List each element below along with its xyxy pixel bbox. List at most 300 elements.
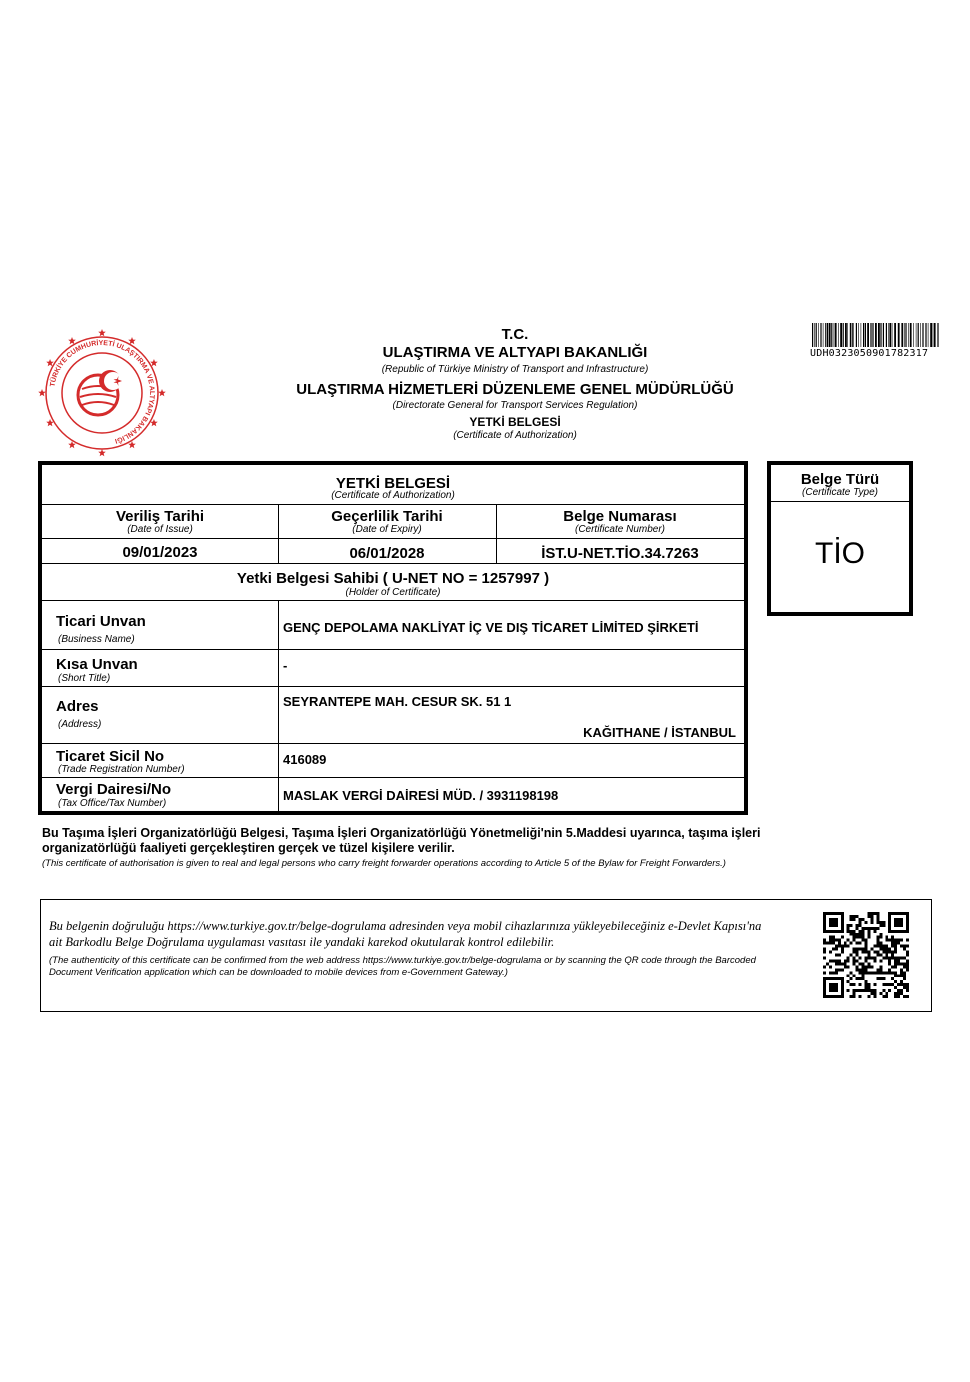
qr-module — [856, 989, 859, 992]
qr-module — [903, 948, 906, 951]
qr-module — [873, 945, 876, 948]
qr-module — [829, 942, 832, 945]
qr-module — [867, 965, 870, 968]
qr-module — [900, 962, 903, 965]
qr-module — [847, 924, 850, 927]
barcode-bar — [850, 323, 851, 347]
barcode-bar — [823, 323, 824, 347]
qr-module — [879, 971, 882, 974]
qr-module — [847, 965, 850, 968]
qr-module — [867, 986, 870, 989]
qr-module — [865, 956, 868, 959]
qr-module — [847, 927, 850, 930]
qr-module — [885, 971, 888, 974]
qr-module — [850, 930, 853, 933]
qr-module — [832, 942, 835, 945]
qr-module — [850, 954, 853, 957]
qr-module — [823, 971, 826, 974]
qr-module — [853, 959, 856, 962]
qr-module — [885, 945, 888, 948]
qr-module — [865, 959, 868, 962]
qr-module — [853, 939, 856, 942]
qr-module — [870, 948, 873, 951]
barcode-bar — [863, 323, 864, 347]
qr-module — [838, 959, 841, 962]
qr-module — [882, 948, 885, 951]
qr-module — [862, 968, 865, 971]
qr-module — [853, 962, 856, 965]
qr-module — [856, 948, 859, 951]
qr-module — [876, 968, 879, 971]
qr-module — [862, 927, 865, 930]
qr-module — [888, 951, 891, 954]
qr-module — [844, 942, 847, 945]
qr-module — [876, 915, 879, 918]
qr-module — [885, 954, 888, 957]
qr-module — [873, 971, 876, 974]
holder-label: Yetki Belgesi Sahibi ( U-NET NO = 1257997 ) — [236, 570, 550, 587]
qr-module — [888, 939, 891, 942]
qr-module — [882, 956, 885, 959]
tax-office-value: MASLAK VERGİ DAİRESİ MÜD. / 3931198198 — [283, 788, 559, 803]
seal-star-icon — [68, 337, 76, 344]
qr-module — [867, 936, 870, 939]
qr-module — [847, 959, 850, 962]
qr-module — [906, 995, 909, 998]
qr-module — [906, 954, 909, 957]
qr-module — [894, 942, 897, 945]
barcode-bar — [934, 323, 936, 347]
barcode-bar — [816, 323, 817, 347]
barcode-bar — [910, 323, 912, 347]
barcode-bar — [831, 323, 832, 347]
qr-module — [862, 962, 865, 965]
barcode-bar — [812, 323, 813, 347]
qr-module — [876, 951, 879, 954]
qr-module — [859, 933, 862, 936]
qr-module — [832, 936, 835, 939]
qr-module — [865, 939, 868, 942]
qr-module — [876, 942, 879, 945]
qr-module — [876, 918, 879, 921]
qr-module — [879, 959, 882, 962]
qr-module — [891, 954, 894, 957]
qr-module — [838, 968, 841, 971]
barcode-bar — [922, 323, 923, 347]
qr-module — [856, 936, 859, 939]
qr-module — [903, 983, 906, 986]
qr-module — [897, 959, 900, 962]
barcode-bar — [852, 323, 853, 347]
qr-module — [856, 942, 859, 945]
qr-module — [841, 945, 844, 948]
qr-module — [906, 945, 909, 948]
issue-date-value: 09/01/2023 — [122, 544, 198, 561]
qr-module — [879, 948, 882, 951]
qr-module — [873, 989, 876, 992]
qr-module — [853, 995, 856, 998]
barcode-bar — [892, 323, 893, 347]
qr-module — [900, 971, 903, 974]
qr-module — [847, 989, 850, 992]
barcode-bar — [930, 323, 932, 347]
qr-module — [832, 959, 835, 962]
barcode-bar — [875, 323, 877, 347]
barcode-bar — [845, 323, 847, 347]
directorate-name: ULAŞTIRMA HİZMETLERİ DÜZENLEME GENEL MÜDÜRLÜĞÜ — [296, 381, 734, 398]
qr-module — [835, 948, 838, 951]
qr-module — [882, 951, 885, 954]
barcode-bar — [814, 323, 815, 347]
qr-module — [891, 977, 894, 980]
qr-module — [894, 974, 897, 977]
qr-module — [906, 989, 909, 992]
barcode-bar — [918, 323, 919, 347]
short-title-value: - — [283, 658, 288, 673]
barcode-bar — [937, 323, 938, 347]
qr-module — [894, 959, 897, 962]
qr-module — [888, 971, 891, 974]
qr-module — [853, 989, 856, 992]
qr-module — [897, 974, 900, 977]
barcode-bar — [871, 323, 872, 347]
qr-module — [829, 959, 832, 962]
qr-module — [841, 936, 844, 939]
qr-module — [862, 936, 865, 939]
qr-module — [865, 942, 868, 945]
legal-statement: Bu Taşıma İşleri Organizatörlüğü Belgesi, Taşıma İşleri Organizatörlüğü Yönetmeliği'nin 5.Maddesi uyarınca, taşıma işleri organizatörlüğü faaliyeti gerçekleştiren gerçek ve tüzel kişilere verilir. — [42, 826, 761, 855]
qr-module — [826, 942, 829, 945]
qr-module — [862, 951, 865, 954]
certificate-type-box — [767, 461, 913, 616]
qr-module — [900, 992, 903, 995]
qr-module — [865, 968, 868, 971]
barcode-bar — [865, 323, 866, 347]
table-title: YETKİ BELGESİ — [335, 475, 451, 492]
qr-module — [838, 942, 841, 945]
qr-module — [853, 930, 856, 933]
qr-module — [882, 971, 885, 974]
qr-module — [835, 971, 838, 974]
qr-module — [894, 980, 897, 983]
barcode-bar — [825, 323, 826, 347]
qr-finder — [894, 918, 903, 927]
seal-star-icon — [38, 389, 46, 396]
qr-module — [900, 980, 903, 983]
qr-module — [823, 948, 826, 951]
qr-module — [862, 918, 865, 921]
qr-module — [897, 939, 900, 942]
qr-module — [900, 989, 903, 992]
certificate-type-value: TİO — [815, 537, 865, 570]
qr-module — [862, 971, 865, 974]
qr-module — [876, 927, 879, 930]
qr-module — [853, 983, 856, 986]
barcode-bar — [834, 323, 835, 347]
qr-module — [882, 945, 885, 948]
qr-module — [853, 915, 856, 918]
qr-module — [891, 939, 894, 942]
trade-registration-label: Ticaret Sicil No — [56, 748, 165, 765]
barcode-bar — [880, 323, 881, 347]
qr-module — [862, 989, 865, 992]
qr-module — [894, 992, 897, 995]
qr-module — [867, 951, 870, 954]
qr-module — [897, 989, 900, 992]
qr-module — [876, 971, 879, 974]
short-title-label: Kısa Unvan — [56, 656, 138, 673]
barcode-bar — [894, 323, 896, 347]
qr-module — [900, 974, 903, 977]
barcode-bar — [878, 323, 880, 347]
directorate-name-en: (Directorate General for Transport Services Regulation) — [392, 400, 638, 411]
qr-module — [870, 989, 873, 992]
qr-module — [879, 965, 882, 968]
qr-module — [859, 942, 862, 945]
short-title-label-en: (Short Title) — [58, 673, 111, 684]
qr-finder — [829, 983, 838, 992]
qr-module — [862, 974, 865, 977]
qr-module — [885, 939, 888, 942]
qr-module — [870, 915, 873, 918]
qr-module — [859, 921, 862, 924]
qr-module — [850, 983, 853, 986]
barcode-bar — [861, 323, 862, 347]
verification-text-en: (The authenticity of this certificate can be confirmed from the web address https://www.turkiye.gov.tr/belge-dogrulama or by scanning the QR code through the Barcoded Document Verification application which can be downloaded to mobile devices from e-Government Gateway.) — [49, 955, 756, 978]
qr-module — [850, 995, 853, 998]
qr-module — [897, 995, 900, 998]
business-name-value: GENÇ DEPOLAMA NAKLİYAT İÇ VE DIŞ TİCARET LİMİTED ŞİRKETİ — [283, 620, 699, 635]
legal-statement-en: (This certificate of authorisation is given to real and legal persons who carry freight forwarder operations according to Article 5 of the Bylaw for Freight Forwarders.) — [42, 858, 726, 869]
qr-module — [873, 956, 876, 959]
barcode-bar — [840, 323, 842, 347]
qr-module — [888, 989, 891, 992]
trade-registration-label-en: (Trade Registration Number) — [58, 764, 185, 775]
qr-module — [879, 968, 882, 971]
barcode-bar — [913, 323, 914, 347]
qr-module — [867, 995, 870, 998]
ministry-name: ULAŞTIRMA VE ALTYAPI BAKANLIĞI — [382, 344, 648, 361]
qr-module — [859, 977, 862, 980]
qr-module — [888, 959, 891, 962]
qr-module — [870, 927, 873, 930]
qr-module — [867, 912, 870, 915]
qr-module — [882, 989, 885, 992]
barcode-number: UDH0323050901782317 — [810, 348, 929, 359]
ministry-seal-logo — [38, 329, 166, 457]
qr-module — [853, 992, 856, 995]
tax-office-label-en: (Tax Office/Tax Number) — [58, 798, 167, 809]
qr-module — [853, 933, 856, 936]
qr-module — [867, 954, 870, 957]
qr-module — [906, 959, 909, 962]
barcode-bar — [933, 323, 934, 347]
qr-module — [844, 945, 847, 948]
qr-module — [865, 986, 868, 989]
qr-module — [879, 942, 882, 945]
qr-module — [859, 995, 862, 998]
qr-module — [897, 992, 900, 995]
barcode-bar — [843, 323, 844, 347]
qr-module — [885, 948, 888, 951]
verification-text: Bu belgenin doğruluğu https://www.turkiye.gov.tr/belge-dogrulama adresinden veya mobil cihazlarınıza yükleyebileceğiniz e-Devlet Kapısı'na ait Barkodlu Belge Doğrulama uygulaması vasıtası ile yandaki karekod okutularak kontrol edilebilir. — [49, 919, 762, 949]
qr-module — [856, 915, 859, 918]
qr-module — [879, 977, 882, 980]
qr-module — [891, 965, 894, 968]
qr-module — [862, 948, 865, 951]
cert-number-value: İST.U-NET.TİO.34.7263 — [541, 545, 699, 562]
qr-module — [873, 927, 876, 930]
qr-module — [873, 959, 876, 962]
qr-module — [897, 962, 900, 965]
qr-module — [873, 995, 876, 998]
qr-module — [876, 977, 879, 980]
qr-module — [862, 977, 865, 980]
qr-module — [876, 945, 879, 948]
qr-module — [891, 956, 894, 959]
qr-module — [865, 980, 868, 983]
qr-module — [829, 936, 832, 939]
qr-module — [832, 948, 835, 951]
qr-module — [865, 927, 868, 930]
qr-module — [844, 965, 847, 968]
qr-module — [894, 945, 897, 948]
qr-module — [856, 959, 859, 962]
qr-module — [891, 983, 894, 986]
qr-module — [823, 965, 826, 968]
qr-module — [903, 971, 906, 974]
qr-module — [865, 948, 868, 951]
qr-module — [856, 968, 859, 971]
qr-module — [876, 954, 879, 957]
qr-module — [903, 986, 906, 989]
barcode-bar — [906, 323, 907, 347]
qr-module — [876, 939, 879, 942]
qr-module — [853, 951, 856, 954]
qr-module — [853, 948, 856, 951]
qr-module — [906, 951, 909, 954]
barcode-bar — [908, 323, 909, 347]
qr-module — [859, 989, 862, 992]
qr-module — [894, 986, 897, 989]
qr-module — [856, 954, 859, 957]
qr-module — [885, 995, 888, 998]
qr-module — [859, 936, 862, 939]
qr-module — [856, 927, 859, 930]
barcode-bar — [916, 323, 917, 347]
qr-module — [870, 971, 873, 974]
qr-module — [867, 983, 870, 986]
qr-module — [823, 956, 826, 959]
qr-module — [841, 951, 844, 954]
svg-text:TÜRKİYE CUMHURİYETİ ULAŞTIRMA — [48, 339, 155, 445]
qr-module — [853, 974, 856, 977]
qr-module — [850, 924, 853, 927]
qr-module — [876, 921, 879, 924]
qr-module — [847, 956, 850, 959]
barcode-bar — [901, 323, 903, 347]
barcode-bar — [925, 323, 926, 347]
qr-module — [906, 968, 909, 971]
qr-module — [823, 942, 826, 945]
qr-module — [891, 951, 894, 954]
qr-module — [865, 971, 868, 974]
qr-module — [835, 954, 838, 957]
qr-module — [823, 951, 826, 954]
barcode-bar — [856, 323, 857, 347]
holder-label-en: (Holder of Certificate) — [345, 587, 441, 598]
qr-module — [882, 995, 885, 998]
qr-module — [906, 983, 909, 986]
qr-module — [879, 954, 882, 957]
barcode-bar — [847, 323, 848, 347]
qr-module — [873, 983, 876, 986]
qr-module — [867, 915, 870, 918]
qr-module — [897, 983, 900, 986]
qr-module — [900, 939, 903, 942]
qr-module — [885, 936, 888, 939]
qr-module — [859, 956, 862, 959]
seal-star-icon — [158, 389, 166, 396]
qr-module — [903, 945, 906, 948]
qr-module — [862, 939, 865, 942]
qr-module — [888, 968, 891, 971]
qr-module — [903, 977, 906, 980]
qr-module — [856, 977, 859, 980]
qr-module — [885, 951, 888, 954]
qr-module — [829, 965, 832, 968]
qr-module — [841, 968, 844, 971]
business-name-label-en: (Business Name) — [58, 634, 135, 645]
qr-module — [847, 930, 850, 933]
qr-module — [906, 939, 909, 942]
qr-module — [850, 977, 853, 980]
qr-module — [894, 965, 897, 968]
verification-box — [40, 899, 932, 1012]
qr-module — [853, 918, 856, 921]
qr-module — [867, 971, 870, 974]
barcode-bar — [829, 323, 831, 347]
qr-module — [903, 995, 906, 998]
qr-module — [867, 956, 870, 959]
qr-module — [900, 945, 903, 948]
qr-module — [882, 921, 885, 924]
qr-module — [862, 933, 865, 936]
qr-module — [859, 930, 862, 933]
qr-module — [850, 918, 853, 921]
issue-date-label: Veriliş Tarihi — [115, 508, 205, 525]
qr-module — [865, 951, 868, 954]
expiry-date-label-en: (Date of Expiry) — [352, 524, 422, 535]
qr-module — [897, 942, 900, 945]
qr-module — [835, 939, 838, 942]
barcode — [812, 323, 940, 347]
certificate-type-label: Belge Türü — [800, 471, 880, 488]
qr-module — [888, 962, 891, 965]
qr-module — [906, 965, 909, 968]
barcode-bar — [928, 323, 929, 347]
barcode-bar — [904, 323, 905, 347]
qr-code[interactable] — [823, 912, 909, 998]
cert-number-label: Belge Numarası — [563, 508, 677, 525]
barcode-bar — [867, 323, 869, 347]
qr-module — [897, 956, 900, 959]
address-label: Adres — [56, 698, 99, 715]
qr-module — [888, 948, 891, 951]
qr-module — [862, 965, 865, 968]
qr-module — [829, 939, 832, 942]
qr-module — [832, 939, 835, 942]
